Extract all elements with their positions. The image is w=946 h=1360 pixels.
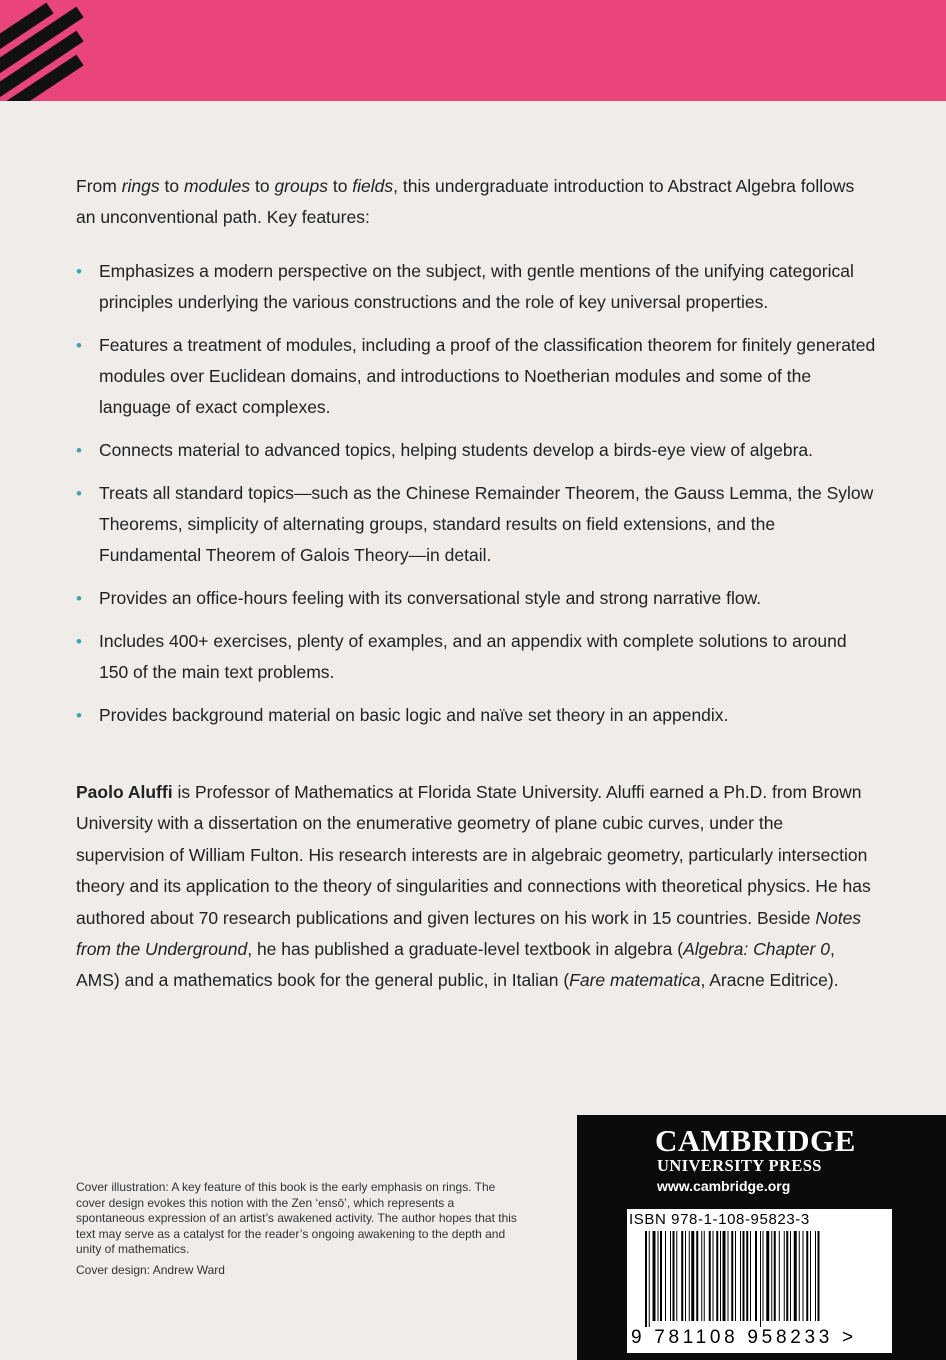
barcode-graphic [645,1231,873,1327]
barcode-bar [704,1231,705,1321]
barcode-bar [815,1231,816,1321]
barcode-bar [755,1231,757,1321]
barcode-bar [713,1231,714,1321]
bullet-icon: • [76,262,82,281]
barcode-bar [658,1231,659,1321]
barcode-bar [670,1231,671,1321]
bullet-icon: • [76,336,82,355]
book-title-notes: Notes from the Underground [76,907,862,960]
barcode-panel [627,1209,892,1353]
cover-credits [76,1180,526,1283]
book-title-fare: Fare matematica [569,970,701,991]
barcode-bar [701,1231,702,1321]
feature-item: • Provides an office-hours feeling with its conversational style and strong narrative flow. [76,583,876,614]
feature-item: • Treats all standard topics—such as the Chinese Remainder Theorem, the Gauss Lemma, the Sylow Theorems, simplicity of alternating groups, standard results on field extensions, and the Fundamental Theorem of Galois Theory—in detail. [76,478,876,571]
intro-groups: groups [274,176,328,196]
barcode-bar [720,1231,721,1321]
barcode-bar [709,1231,711,1321]
barcode-bar [691,1231,694,1321]
barcode-bar [696,1231,698,1321]
barcode-bar [735,1231,736,1321]
bullet-icon: • [76,589,82,608]
barcode-bar [784,1231,785,1321]
cover-design-credit: Cover design: Andrew Ward [76,1262,225,1277]
feature-item: • Provides background material on basic logic and naïve set theory in an appendix. [76,700,876,731]
features-list [76,256,876,743]
barcode-bar [786,1231,788,1321]
barcode-bar [810,1231,811,1321]
barcode-bar [806,1231,808,1321]
barcode-bar [799,1231,800,1321]
intro-modules: modules [183,176,251,196]
intro-paragraph: From rings to modules to groups to fields, this undergraduate introduction to Abstract Algebra follows an unconventional path. Key features: [76,176,855,227]
barcode-bar [763,1231,764,1321]
author-name: Paolo Aluffi [76,782,173,802]
barcode-bar [740,1231,741,1321]
barcode-bar [689,1231,690,1321]
isbn-label: ISBN 978-1-108-95823-3 [629,1211,810,1228]
feature-item: • Connects material to advanced topics, helping students develop a birds-eye view of algebra. [76,435,876,466]
publisher-subtitle: UNIVERSITY PRESS [657,1156,822,1175]
barcode-bar [723,1231,726,1321]
publisher-box [577,1115,946,1360]
feature-item: • Features a treatment of modules, including a proof of the classification theorem for finitely generated modules over Euclidean domains, and introductions to Noetherian modules and some of the language of exact complexes. [76,330,876,423]
barcode-bar [794,1231,797,1321]
publisher-url: www.cambridge.org [657,1178,791,1194]
barcode-bar [716,1231,718,1321]
book-title-algebra: Algebra: Chapter 0 [683,939,830,960]
barcode-bar [645,1231,647,1327]
barcode-bar [774,1231,776,1321]
barcode-bar [803,1231,804,1321]
barcode-bar [676,1231,677,1321]
barcode-bar [790,1231,791,1321]
barcode-bar [818,1231,820,1321]
barcode-bar [685,1231,686,1321]
barcode-bar [660,1231,662,1321]
intro-rings: rings [121,176,160,196]
barcode-bar [673,1231,675,1321]
bullet-icon: • [76,441,82,460]
barcode-bar [746,1231,748,1321]
barcode-bar [665,1231,666,1321]
cover-illustration-credit: Cover illustration: A key feature of this book is the early emphasis on rings. The cover design evokes this notion with the Zen ‘ensō’, which represents a spontaneous expression of an artist’s awakened activity. The author hopes that this text may serve as a catalyst for the reader’s ongoing awakening to the depth and unity of mathematics. [76,1180,517,1256]
barcode-bar [779,1231,780,1321]
barcode-bar [728,1231,729,1321]
bullet-icon: • [76,632,82,651]
barcode-bar [681,1231,683,1321]
author-bio: Paolo Aluffi is Professor of Mathematics at Florida State University. Aluffi earned a Ph.D. from Brown University with a dissertation on the enumerative geometry of plane cubic curves, under the supervision of William Fulton. His research interests are in algebraic geometry, particularly intersection theory and its application to the theory of singularities and connections with theoretical physics. He has authored about 70 research publications and given lectures on his work in 15 countries. Beside Notes from the Underground, he has published a graduate-level textbook in algebra (Algebra: Chapter 0, AMS) and a mathematics book for the general public, in Italian (Fare matematica, Aracne Editrice). [76,782,871,991]
feature-item: • Includes 400+ exercises, plenty of examples, and an appendix with complete solutions to around 150 of the main text problems. [76,626,876,688]
barcode-bar [750,1231,751,1321]
barcode-bar [771,1231,772,1321]
barcode-bar [766,1231,769,1321]
barcode-bar [731,1231,733,1321]
intro-fields: fields [352,176,394,196]
diagonal-stripes-decoration [0,0,110,101]
barcode-digits: 9 781108 958233 > [631,1327,857,1348]
barcode-bar [743,1231,745,1321]
barcode-bar [649,1231,650,1327]
bullet-icon: • [76,706,82,725]
barcode-bar [760,1231,761,1327]
feature-item: • Emphasizes a modern perspective on the subject, with gentle mentions of the unifying categorical principles underlying the various constructions and the role of key universal properties. [76,256,876,318]
top-accent-bar [0,0,946,101]
publisher-name: CAMBRIDGE [655,1123,856,1158]
barcode-bar [653,1231,656,1321]
bullet-icon: • [76,484,82,503]
